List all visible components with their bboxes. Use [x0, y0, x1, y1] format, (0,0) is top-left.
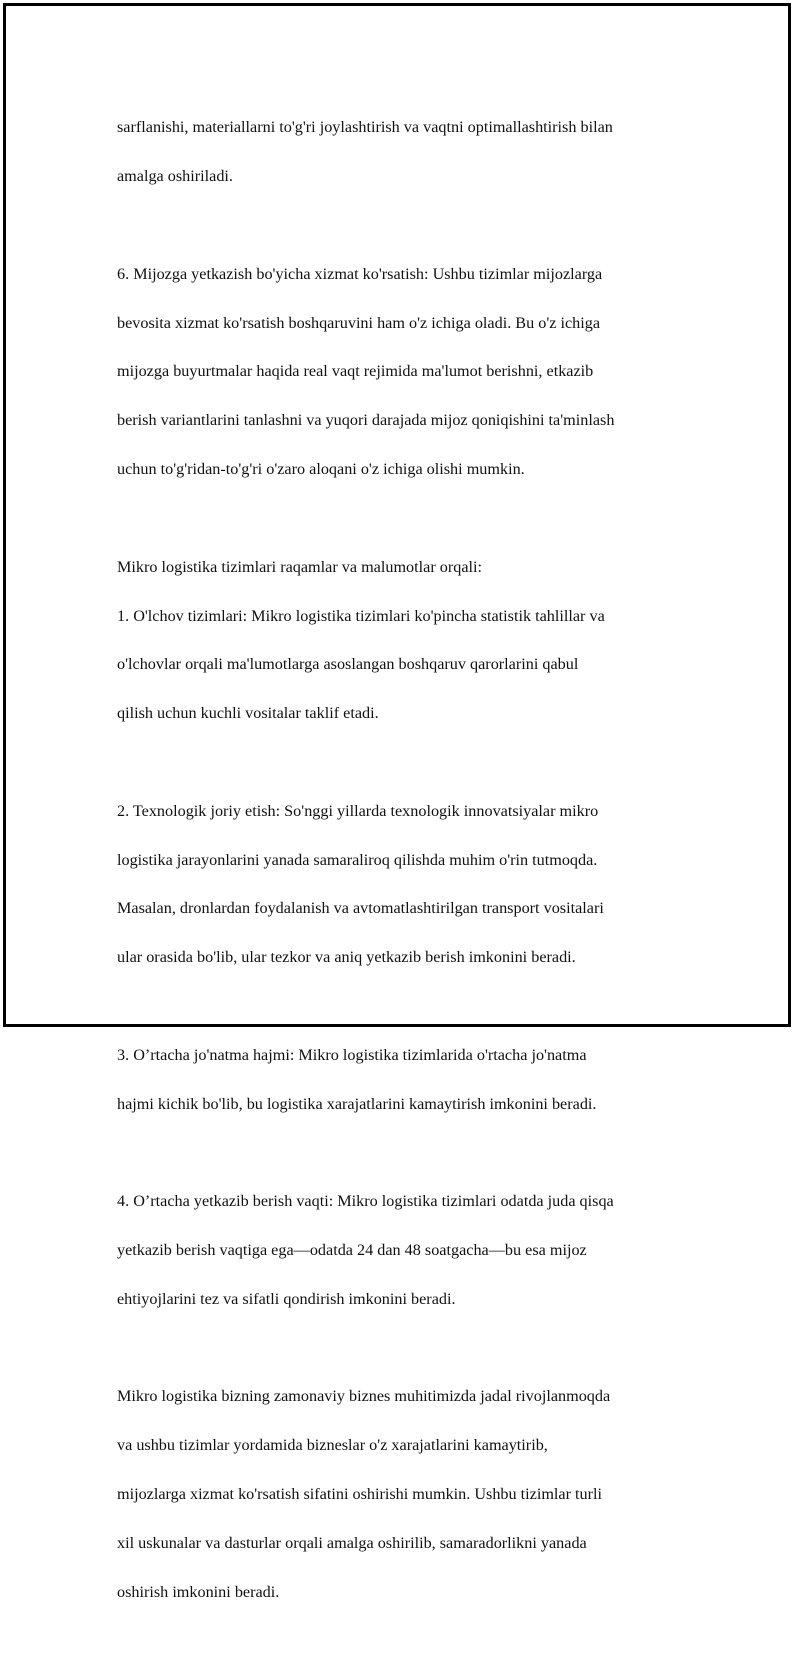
text-line: 3. O’rtacha jo'natma hajmi: Mikro logistika tizimlarida o'rtacha jo'natma: [117, 1045, 587, 1064]
text-line: hajmi kichik bo'lib, bu logistika xarajatlarini kamaytirish imkonini beradi.: [117, 1094, 597, 1113]
text-line: ular orasida bo'lib, ular tezkor va aniq yetkazib berish imkonini beradi.: [117, 948, 576, 967]
paragraph-conclusion: [117, 1360, 687, 1628]
paragraph-item-2: [117, 774, 687, 994]
text-line: bevosita xizmat ko'rsatish boshqaruvini ham o'z ichiga oladi. Bu o'z ichiga: [117, 313, 601, 332]
text-line: xil uskunalar va dasturlar orqali amalga oshirilib, samaradorlikni yanada: [117, 1533, 587, 1552]
text-line: Mikro logistika tizimlari raqamlar va malumotlar orqali:: [117, 557, 483, 576]
text-line: yetkazib berish vaqtiga ega—odatda 24 dan 48 soatgacha—bu esa mijoz: [117, 1241, 587, 1260]
text-line: sarflanishi, materiallarni to'g'ri joylashtirish va vaqtni optimallashtirish bilan: [117, 118, 613, 137]
text-line: o'lchovlar orqali ma'lumotlarga asoslangan boshqaruv qarorlarini qabul: [117, 655, 579, 674]
text-line: 2. Texnologik joriy etish: So'nggi yillarda texnologik innovatsiyalar mikro: [117, 801, 599, 820]
text-line: oshirish imkonini beradi.: [117, 1582, 280, 1601]
text-line: 1. O'lchov tizimlari: Mikro logistika tizimlari ko'pincha statistik tahlillar va: [117, 606, 605, 625]
text-line: mijozga buyurtmalar haqida real vaqt rejimida ma'lumot berishni, etkazib: [117, 362, 594, 381]
document-body: [117, 91, 687, 1653]
text-line: 4. O’rtacha yetkazib berish vaqti: Mikro logistika tizimlari odatda juda qisqa: [117, 1192, 614, 1211]
text-line: ehtiyojlarini tez va sifatli qondirish imkonini beradi.: [117, 1289, 456, 1308]
text-line: logistika jarayonlarini yanada samaraliroq qilishda muhim o'rin tutmoqda.: [117, 850, 598, 869]
paragraph-continuation: [117, 91, 687, 213]
text-line: uchun to'g'ridan-to'g'ri o'zaro aloqani o'z ichiga olishi mumkin.: [117, 460, 525, 479]
paragraph-item-6: [117, 237, 687, 505]
text-line: Masalan, dronlardan foydalanish va avtomatlashtirilgan transport vositalari: [117, 899, 604, 918]
text-line: Mikro logistika bizning zamonaviy biznes muhitimizda jadal rivojlanmoqda: [117, 1387, 611, 1406]
text-line: 6. Mijozga yetkazish bo'yicha xizmat ko'rsatish: Ushbu tizimlar mijozlarga: [117, 264, 603, 283]
paragraph-item-4: [117, 1165, 687, 1336]
text-line: va ushbu tizimlar yordamida bizneslar o'z xarajatlarini kamaytirib,: [117, 1436, 548, 1455]
paragraph-item-3: [117, 1018, 687, 1140]
text-line: berish variantlarini tanlashni va yuqori darajada mijoz qoniqishini ta'minlash: [117, 411, 615, 430]
text-line: mijozlarga xizmat ko'rsatish sifatini oshirishi mumkin. Ushbu tizimlar turli: [117, 1485, 603, 1504]
text-line: amalga oshiriladi.: [117, 167, 233, 186]
paragraph-metrics-intro: [117, 530, 687, 750]
text-line: qilish uchun kuchli vositalar taklif etadi.: [117, 704, 379, 723]
